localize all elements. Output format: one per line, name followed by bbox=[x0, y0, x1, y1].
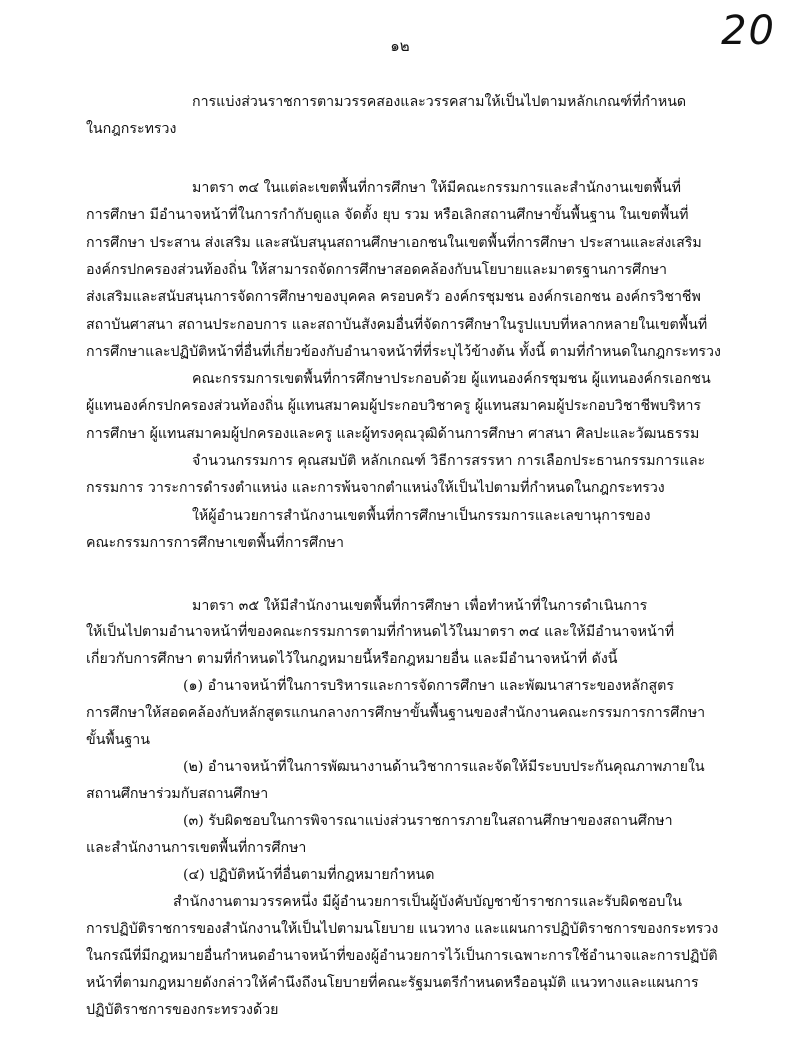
text-line: องค์กรปกครองส่วนท้องถิ่น ให้สามารถจัดการศึกษาสอดคล้องกับนโยบายและมาตรฐานการศึกษา bbox=[86, 262, 668, 278]
text-line: กรรมการ วาระการดำรงตำแหน่ง และการพ้นจากตำแหน่งให้เป็นไปตามที่กำหนดในกฎกระทรวง bbox=[86, 480, 665, 496]
text-line: ให้ผู้อำนวยการสำนักงานเขตพื้นที่การศึกษาเป็นกรรมการและเลขานุการของ bbox=[192, 508, 651, 524]
page-number: ๑๒ bbox=[390, 37, 410, 55]
text-line: สำนักงานตามวรรคหนึ่ง มีผู้อำนวยการเป็นผู้บังคับบัญชาข้าราชการและรับผิดชอบใน bbox=[173, 894, 682, 910]
text-line: คณะกรรมการเขตพื้นที่การศึกษาประกอบด้วย ผู้แทนองค์กรชุมชน ผู้แทนองค์กรเอกชน bbox=[192, 371, 711, 387]
text-line: หน้าที่ตามกฎหมายดังกล่าวให้คำนึงถึงนโยบายที่คณะรัฐมนตรีกำหนดหรืออนุมัติ แนวทางและแผนการ bbox=[86, 975, 699, 991]
text-line: การศึกษา ประสาน ส่งเสริม และสนับสนุนสถานศึกษาเอกชนในเขตพื้นที่การศึกษา ประสานและส่งเสริม bbox=[86, 235, 702, 251]
text-line: ปฏิบัติราชการของกระทรวงด้วย bbox=[86, 1002, 279, 1018]
section-34-heading-line: มาตรา ๓๔ ในแต่ละเขตพื้นที่การศึกษา ให้มีคณะกรรมการและสำนักงานเขตพื้นที่ bbox=[192, 180, 682, 196]
text-line: การศึกษาและปฏิบัติหน้าที่อื่นที่เกี่ยวข้องกับอำนาจหน้าที่ที่ระบุไว้ข้างต้น ทั้งนี้ ตามที่กำหนดในกฎกระทรวง bbox=[86, 344, 721, 360]
list-item-2: (๒) อำนาจหน้าที่ในการพัฒนางานด้านวิชาการและจัดให้มีระบบประกันคุณภาพภายใน bbox=[183, 759, 705, 775]
text-line: การศึกษาให้สอดคล้องกับหลักสูตรแกนกลางการศึกษาขั้นพื้นฐานของสำนักงานคณะกรรมการการศึกษา bbox=[86, 705, 706, 721]
text-line: คณะกรรมการการศึกษาเขตพื้นที่การศึกษา bbox=[86, 535, 344, 551]
list-item-3: (๓) รับผิดชอบในการพิจารณาแบ่งส่วนราชการภายในสถานศึกษาของสถานศึกษา bbox=[183, 813, 673, 829]
text-line: เกี่ยวกับการศึกษา ตามที่กำหนดไว้ในกฎหมายนี้หรือกฎหมายอื่น และมีอำนาจหน้าที่ ดังนี้ bbox=[86, 651, 618, 667]
handwritten-page-number: 20 bbox=[721, 8, 776, 54]
text-line: ผู้แทนองค์กรปกครองส่วนท้องถิ่น ผู้แทนสมาคมผู้ประกอบวิชาครู ผู้แทนสมาคมผู้ประกอบวิชาชีพบริหาร bbox=[86, 398, 702, 414]
text-line: การศึกษา ผู้แทนสมาคมผู้ปกครองและครู และผู้ทรงคุณวุฒิด้านการศึกษา ศาสนา ศิลปะและวัฒนธรรม bbox=[86, 426, 700, 442]
text-line: ในกรณีที่มีกฎหมายอื่นกำหนดอำนาจหน้าที่ของผู้อำนวยการไว้เป็นการเฉพาะการใช้อำนาจและการปฏิบัติ bbox=[86, 948, 718, 964]
text-line: ขั้นพื้นฐาน bbox=[86, 732, 150, 748]
text-line: จำนวนกรรมการ คุณสมบัติ หลักเกณฑ์ วิธีการสรรหา การเลือกประธานกรรมการและ bbox=[192, 453, 706, 469]
text-line: การปฏิบัติราชการของสำนักงานให้เป็นไปตามนโยบาย แนวทาง และแผนการปฏิบัติราชการของกระทรวง bbox=[86, 921, 719, 937]
text-line: ให้เป็นไปตามอำนาจหน้าที่ของคณะกรรมการตามที่กำหนดไว้ในมาตรา ๓๔ และให้มีอำนาจหน้าที่ bbox=[86, 624, 675, 640]
text-line: และสำนักงานการเขตพื้นที่การศึกษา bbox=[86, 840, 307, 856]
list-item-4: (๔) ปฏิบัติหน้าที่อื่นตามที่กฎหมายกำหนด bbox=[183, 867, 435, 883]
text-line: การแบ่งส่วนราชการตามวรรคสองและวรรคสามให้เป็นไปตามหลักเกณฑ์ที่กำหนด bbox=[192, 94, 687, 110]
text-line: สถานศึกษาร่วมกับสถานศึกษา bbox=[86, 786, 269, 802]
text-line: ส่งเสริมและสนับสนุนการจัดการศึกษาของบุคคล ครอบครัว องค์กรชุมชน องค์กรเอกชน องค์กรวิชาชีพ bbox=[86, 289, 701, 305]
text-line: ในกฎกระทรวง bbox=[86, 121, 177, 137]
text-line: การศึกษา มีอำนาจหน้าที่ในการกำกับดูแล จัดตั้ง ยุบ รวม หรือเลิกสถานศึกษาขั้นพื้นฐาน ในเขตพื้นที่ bbox=[86, 207, 689, 223]
list-item-1: (๑) อำนาจหน้าที่ในการบริหารและการจัดการศึกษา และพัฒนาสาระของหลักสูตร bbox=[183, 678, 674, 694]
text-line: สถาบันศาสนา สถานประกอบการ และสถาบันสังคมอื่นที่จัดการศึกษาในรูปแบบที่หลากหลายในเขตพื้นที่ bbox=[86, 317, 708, 333]
section-35-heading-line: มาตรา ๓๕ ให้มีสำนักงานเขตพื้นที่การศึกษา เพื่อทำหน้าที่ในการดำเนินการ bbox=[192, 598, 648, 614]
